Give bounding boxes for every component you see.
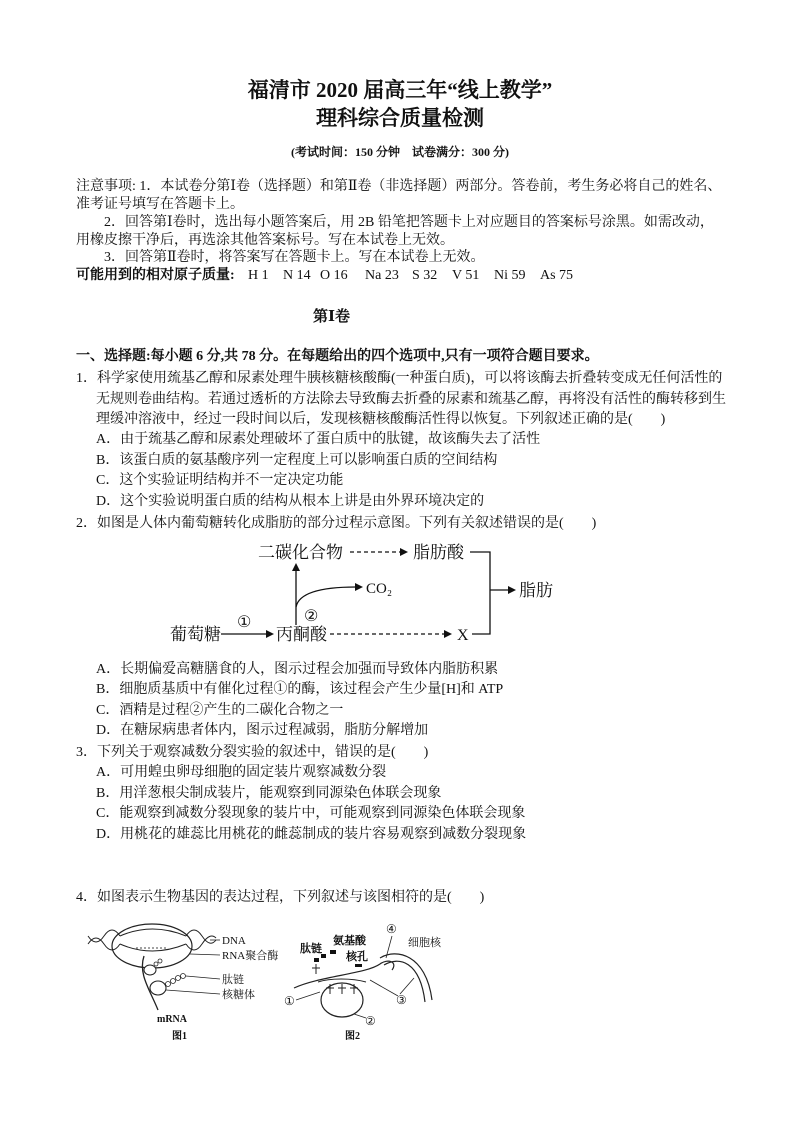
ribosome-icon (144, 965, 156, 975)
figure-1-caption: 图1 (172, 1031, 187, 1042)
leader-line (166, 990, 220, 994)
option-c: C．这个实验证明结构并不一定决定功能 (96, 473, 344, 488)
notes-line: 注意事项: 1．本试卷分第Ⅰ卷（选择题）和第Ⅱ卷（非选择题）两部分。答卷前，考生务必将自己的姓名、 (76, 179, 722, 194)
option-a: A．可用蝗虫卵母细胞的固定装片观察减数分裂 (96, 765, 387, 780)
atomic-mass-item: V 51 (452, 268, 480, 283)
arrow-to-co2 (296, 587, 356, 607)
atomic-mass-item: H 1 (248, 268, 269, 283)
arrowhead (266, 630, 274, 638)
leader-line (296, 992, 320, 1000)
atomic-mass-item: Na 23 (365, 268, 399, 283)
figure-2 (284, 922, 442, 1042)
leader-line (400, 978, 414, 994)
nucleus-label: 细胞核 (408, 937, 441, 949)
marker-4: ④ (386, 922, 397, 936)
glucose-to-fat-diagram (150, 535, 570, 650)
marker-2: ② (365, 1014, 376, 1028)
arrowhead (355, 583, 363, 591)
fat-label: 脂肪 (519, 581, 553, 600)
dna-label: DNA (222, 935, 246, 947)
peptide-unit (314, 958, 319, 962)
figure-1 (88, 924, 278, 1042)
exam-title-line2: 理科综合质量检测 (316, 106, 484, 130)
arrowhead (292, 563, 300, 571)
peptide-label: 肽链 (300, 943, 322, 955)
question-stem-line: 理缓冲溶液中，经过一段时间以后，发现核糖核酸酶活性得以恢复。下列叙述正确的是( ) (96, 412, 666, 427)
atomic-mass-item: As 75 (540, 268, 574, 283)
peptide-bead (176, 976, 181, 981)
notes-line: 3．回答第Ⅱ卷时，将答案写在答题卡上。写在本试卷上无效。 (104, 250, 485, 265)
question-stem-line: 4．如图表示生物基因的表达过程，下列叙述与该图相符的是( ) (76, 890, 485, 905)
notes-line: 用橡皮擦干净后，再选涂其他答案标号。写在本试卷上无效。 (76, 233, 454, 248)
option-b: B．用洋葱根尖制成装片，能观察到同源染色体联会现象 (96, 786, 442, 801)
option-d: D．在糖尿病患者体内，图示过程减弱，脂肪分解增加 (96, 723, 429, 738)
option-a: A．由于巯基乙醇和尿素处理破坏了蛋白质中的肽键，故该酶失去了活性 (96, 432, 541, 447)
two-carbon-compound-label: 二碳化合物 (258, 543, 343, 562)
co2-label: CO₂ (366, 581, 393, 597)
peptide-bead (158, 959, 162, 963)
marker-3: ③ (396, 993, 407, 1007)
leader-line (186, 976, 220, 979)
peptide-bead (154, 962, 158, 966)
peptide-bead (181, 974, 186, 979)
bracket-connector (470, 552, 490, 634)
gene-expression-figures (80, 918, 460, 1046)
dna-strand-icon (88, 930, 120, 942)
arrowhead (444, 630, 452, 638)
question-stem-line: 3．下列关于观察减数分裂实验的叙述中，错误的是( ) (76, 745, 429, 760)
trna-icon (312, 964, 320, 974)
atomic-mass-item: N 14 (283, 268, 311, 283)
leader-line (190, 954, 220, 955)
part-title: 第Ⅰ卷 (313, 309, 351, 325)
atomic-mass-item: S 32 (412, 268, 438, 283)
mrna-on-ribosome (318, 979, 366, 982)
atomic-masses-label: 可能用到的相对原子质量: (76, 268, 235, 283)
arrowhead (400, 548, 408, 556)
pyruvate-label: 丙酮酸 (276, 625, 327, 644)
option-b: B．该蛋白质的氨基酸序列一定程度上可以影响蛋白质的空间结构 (96, 453, 498, 468)
exam-info: (考试时间：150 分钟 试卷满分：300 分) (291, 145, 509, 159)
atomic-mass-item: O 16 (320, 268, 348, 283)
option-d: D．用桃花的雄蕊比用桃花的雌蕊制成的装片容易观察到减数分裂现象 (96, 827, 527, 842)
leader-line (370, 980, 398, 996)
section-heading: 一、选择题:每小题 6 分,共 78 分。在每题给出的四个选项中,只有一项符合题目要求。 (76, 349, 599, 364)
notes-line: 准考证号填写在答题卡上。 (76, 197, 244, 212)
peptide-bead (166, 982, 171, 987)
amino-acid-icon (355, 964, 362, 967)
x-label: X (457, 627, 469, 644)
ribosome-icon (150, 981, 166, 995)
dna-strand-icon (88, 938, 120, 950)
nuclear-pore-label: 核孔 (346, 951, 368, 963)
option-d: D．这个实验说明蛋白质的结构从根本上讲是由外界环境决定的 (96, 494, 485, 509)
amino-acid-icon (330, 950, 336, 954)
mrna-label: mRNA (157, 1014, 187, 1025)
peptide-bead (171, 979, 176, 984)
question-stem-line: 2．如图是人体内葡萄糖转化成脂肪的部分过程示意图。下列有关叙述错误的是( ) (76, 516, 597, 531)
peptide-label: 肽链 (222, 974, 244, 986)
glucose-label: 葡萄糖 (170, 625, 221, 644)
arrowhead (508, 586, 516, 594)
dna-strand-icon (120, 929, 186, 936)
atomic-mass-item: Ni 59 (494, 268, 526, 283)
exam-title-line1: 福清市 2020 届高三年“线上教学” (247, 78, 553, 102)
ribosome-label: 核糖体 (222, 989, 255, 1001)
question-stem-line: 1．科学家使用巯基乙醇和尿素处理牛胰核糖核酸酶(一种蛋白质)，可以将该酶去折叠转变成无任何活性的 (76, 371, 723, 386)
rna-polymerase-label: RNA聚合酶 (222, 950, 279, 962)
amino-acid-label: 氨基酸 (333, 935, 366, 947)
option-a: A．长期偏爱高糖膳食的人，图示过程会加强而导致体内脂肪积累 (96, 662, 499, 677)
question-stem-line: 无规则卷曲结构。若通过透析的方法除去导致酶去折叠的尿素和巯基乙醇，再将没有活性的酶转移到生 (96, 392, 726, 407)
step-2-marker: ② (304, 608, 319, 625)
fatty-acid-label: 脂肪酸 (413, 543, 464, 562)
notes-line: 2．回答第Ⅰ卷时，选出每小题答案后，用 2B 铅笔把答题卡上对应题目的答案标号涂黑。如需改动， (104, 215, 714, 230)
option-c: C．能观察到减数分裂现象的装片中，可能观察到同源染色体联会现象 (96, 806, 526, 821)
option-c: C．酒精是过程②产生的二碳化合物之一 (96, 703, 344, 718)
step-1-marker: ① (237, 614, 252, 631)
figure-2-caption: 图2 (345, 1031, 360, 1042)
marker-1: ① (284, 994, 295, 1008)
option-b: B．细胞质基质中有催化过程①的酶，该过程会产生少量[H]和 ATP (96, 682, 504, 697)
